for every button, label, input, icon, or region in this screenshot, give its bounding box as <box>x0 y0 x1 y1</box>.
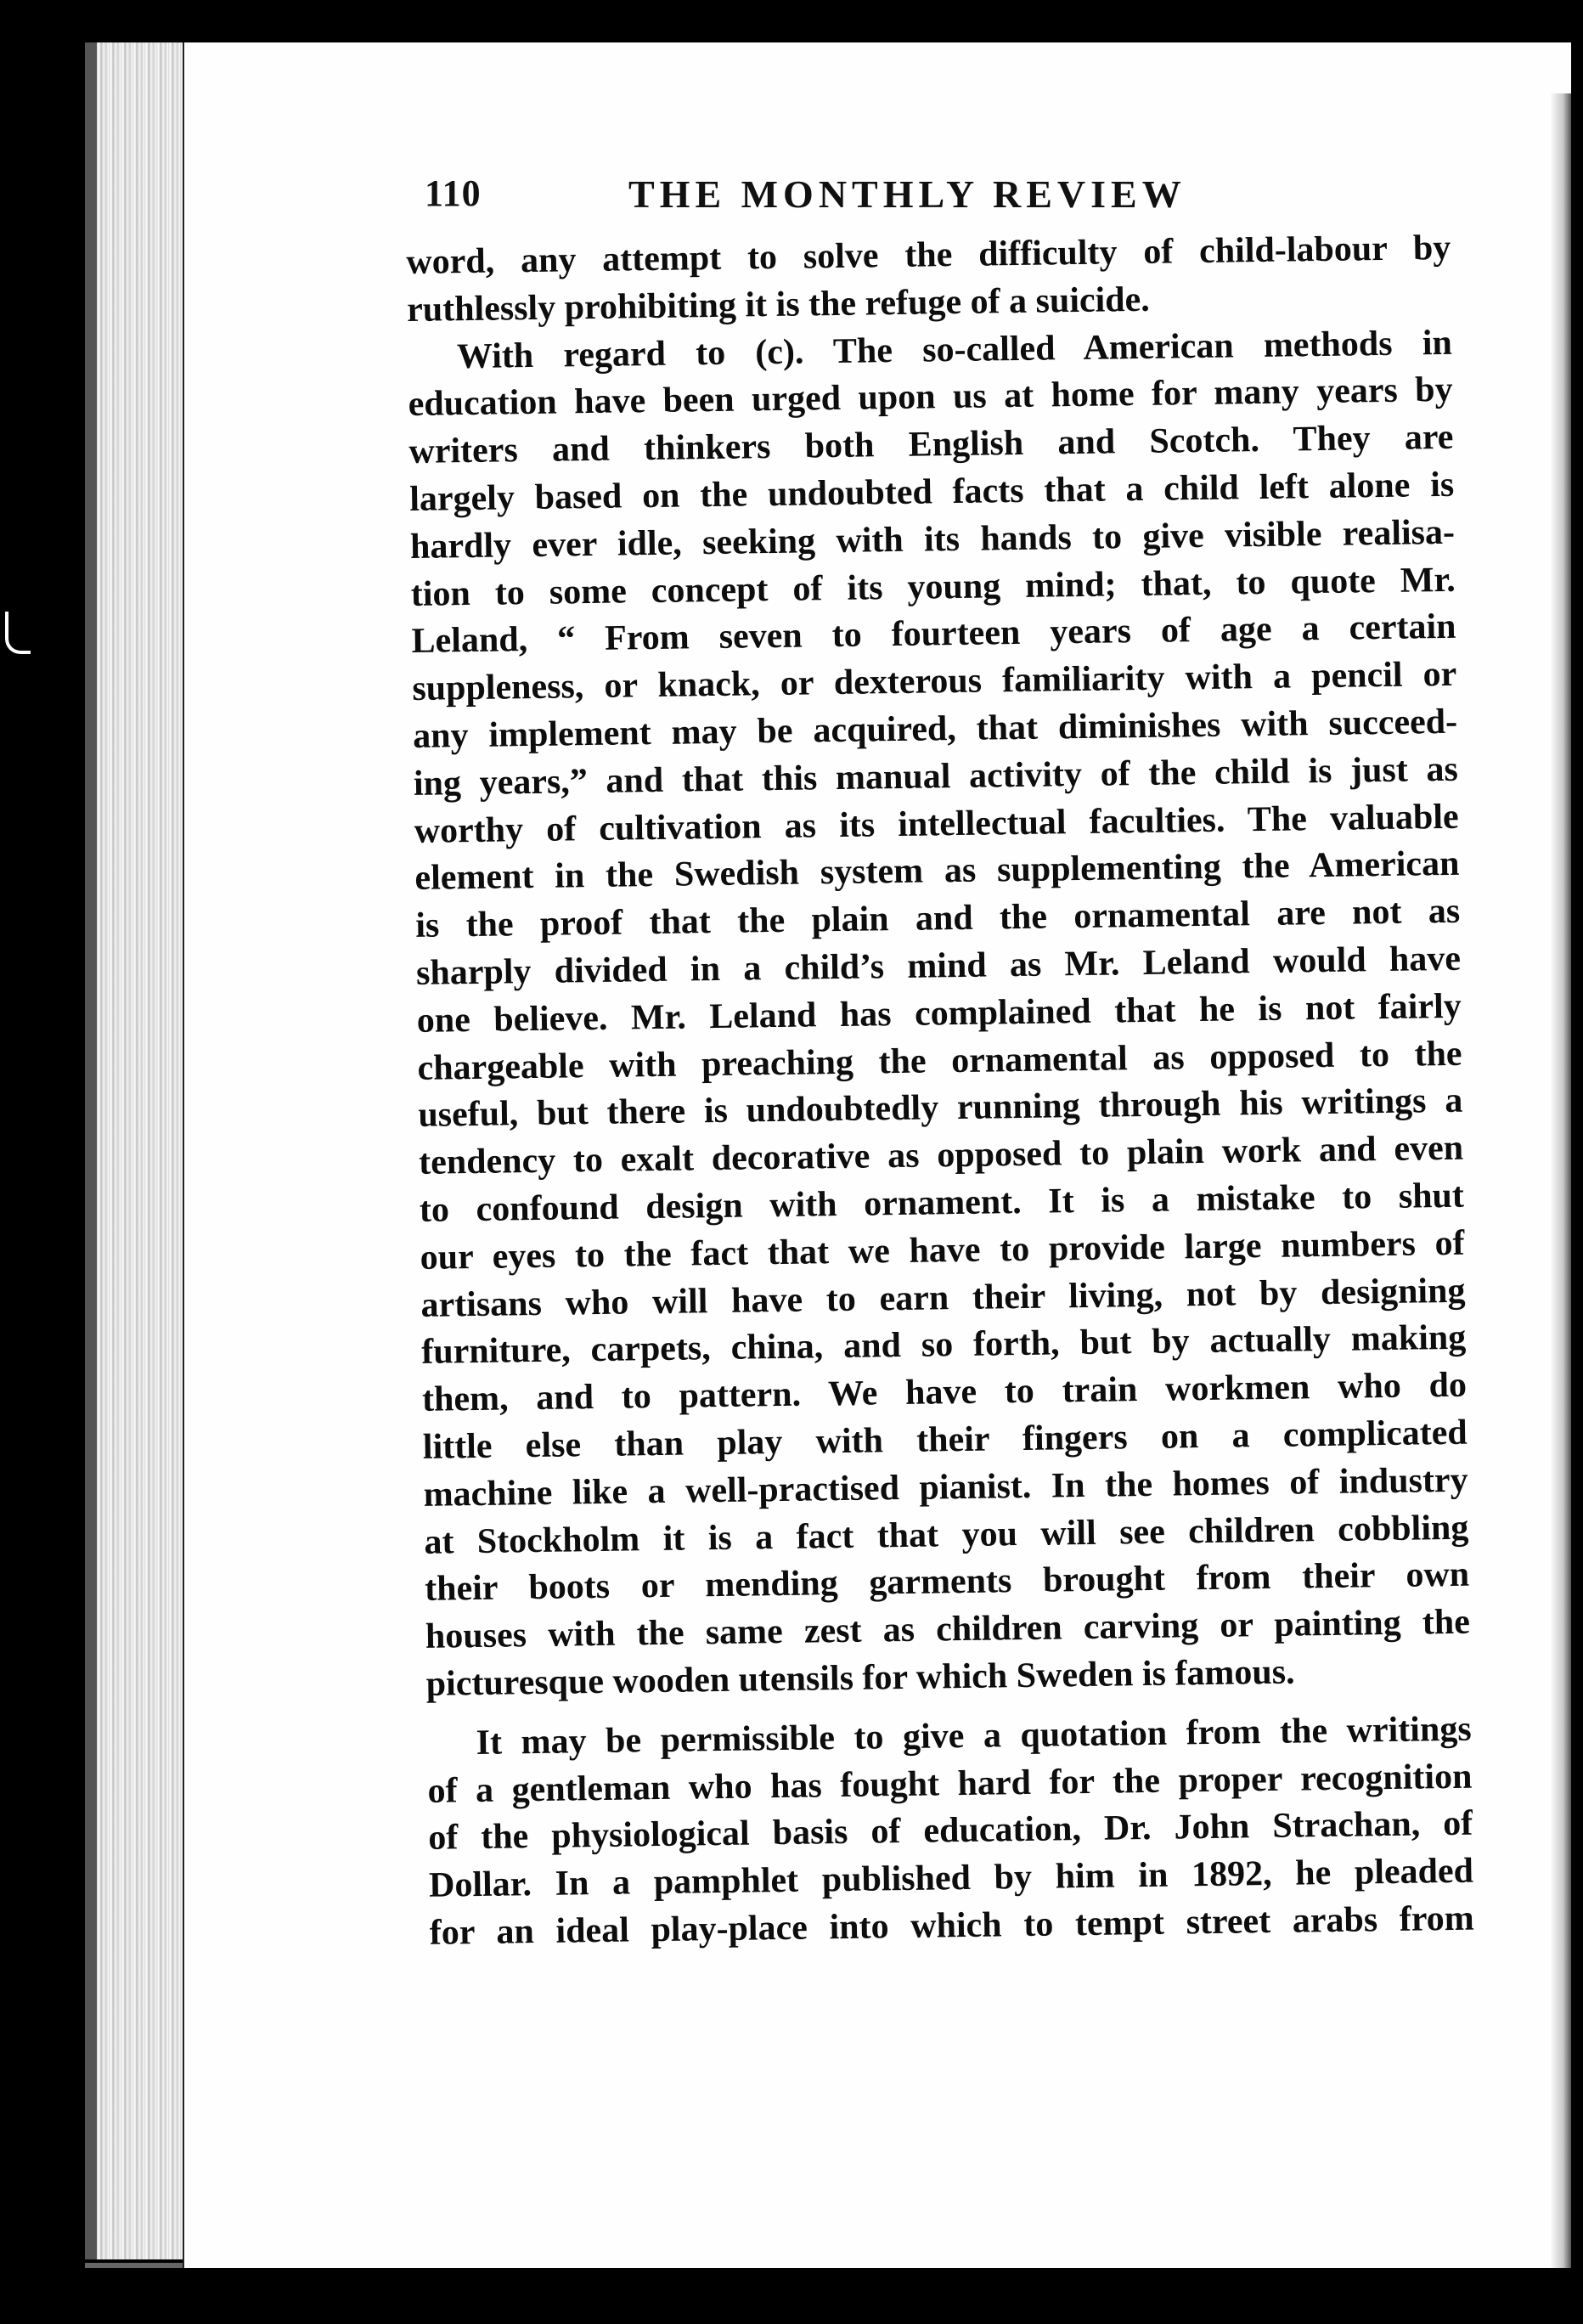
running-title: THE MONTHLY REVIEW <box>628 172 1186 216</box>
text-line: any implement may be acquired, that diminishes with succeed- <box>412 702 1458 756</box>
text-line: of the physiological basis of education, Dr. John Strachan, of <box>427 1803 1473 1859</box>
text-line: tendency to exalt decorative as opposed to plain work and even <box>418 1128 1464 1183</box>
text-line: to confound design with ornament. It is a mistake to shut <box>419 1176 1465 1230</box>
text-line: sharply divided in a child’s mind as Mr. Leland would have <box>415 939 1462 993</box>
text-line: for an ideal play-place into which to tempt street arabs from <box>429 1898 1475 1953</box>
text-line: With regard to (c). The so-called American methods in <box>456 323 1453 376</box>
page-right-edge <box>1551 93 1571 2268</box>
text-line: suppleness, or knack, or dexterous familiarity with a pencil or <box>412 654 1457 709</box>
text-line: hardly ever idle, seeking with its hands to give visible realisa- <box>409 512 1456 567</box>
text-line: It may be permissible to give a quotation from the writings <box>476 1709 1472 1763</box>
text-line: ruthlessly prohibiting it is the refuge of a suicide. <box>406 279 1151 330</box>
text-line: picturesque wooden utensils for which Sweden is famous. <box>425 1652 1295 1704</box>
text-line: our eyes to the fact that we have to provide large numbers of <box>420 1223 1465 1278</box>
text-line: Leland, “ From seven to fourteen years of age a certain <box>411 607 1456 662</box>
text-line: largely based on the undoubted facts that a child left alone is <box>408 465 1455 519</box>
text-line: of a gentleman who has fought hard for the proper recognition <box>427 1757 1473 1811</box>
text-line: Dollar. In a pamphlet published by him in 1892, he pleaded <box>428 1851 1474 1905</box>
text-line: education have been urged upon us at home for many years by <box>408 370 1453 425</box>
text-line: furniture, carpets, china, and so forth, but by actually making <box>420 1318 1467 1373</box>
text-line: writers and thinkers both English and Scotch. They are <box>408 417 1454 472</box>
page-stack-edges <box>85 42 195 2259</box>
text-line: houses with the same zest as children carving or painting the <box>425 1602 1471 1656</box>
bottom-ribbon <box>85 2263 187 2268</box>
body-text <box>406 225 1479 2227</box>
text-line: their boots or mending garments brought from their own <box>424 1554 1470 1610</box>
margin-mark <box>5 612 31 654</box>
text-line: worthy of cultivation as its intellectual faculties. The valuable <box>414 797 1459 851</box>
text-line: one believe. Mr. Leland has complained that he is not fairly <box>416 986 1462 1041</box>
text-line: element in the Swedish system as supplementing the American <box>414 844 1460 899</box>
page-number: 110 <box>425 172 482 214</box>
text-line: at Stockholm it is a fact that you will see children cobbling <box>424 1508 1469 1562</box>
text-line: machine like a well-practised pianist. In the homes of industry <box>423 1460 1468 1515</box>
text-line: useful, but there is undoubtedly running through his writings a <box>418 1081 1463 1136</box>
text-line: artisans who will have to earn their living, not by designing <box>420 1271 1466 1325</box>
binding-shadow <box>85 42 97 2259</box>
text-line: ing years,” and that this manual activity of the child is just as <box>413 749 1459 804</box>
text-line: chargeable with preaching the ornamental as opposed to the <box>417 1034 1462 1088</box>
text-line: is the proof that the plain and the ornamental are not as <box>414 891 1461 946</box>
text-line: word, any attempt to solve the difficulty of child-labour by <box>406 228 1451 282</box>
running-header <box>425 172 1571 223</box>
text-line: tion to some concept of its young mind; that, to quote Mr. <box>410 560 1456 614</box>
text-line: them, and to pattern. We have to train workmen who do <box>421 1365 1468 1419</box>
text-line: little else than play with their fingers on a complicated <box>422 1413 1468 1467</box>
